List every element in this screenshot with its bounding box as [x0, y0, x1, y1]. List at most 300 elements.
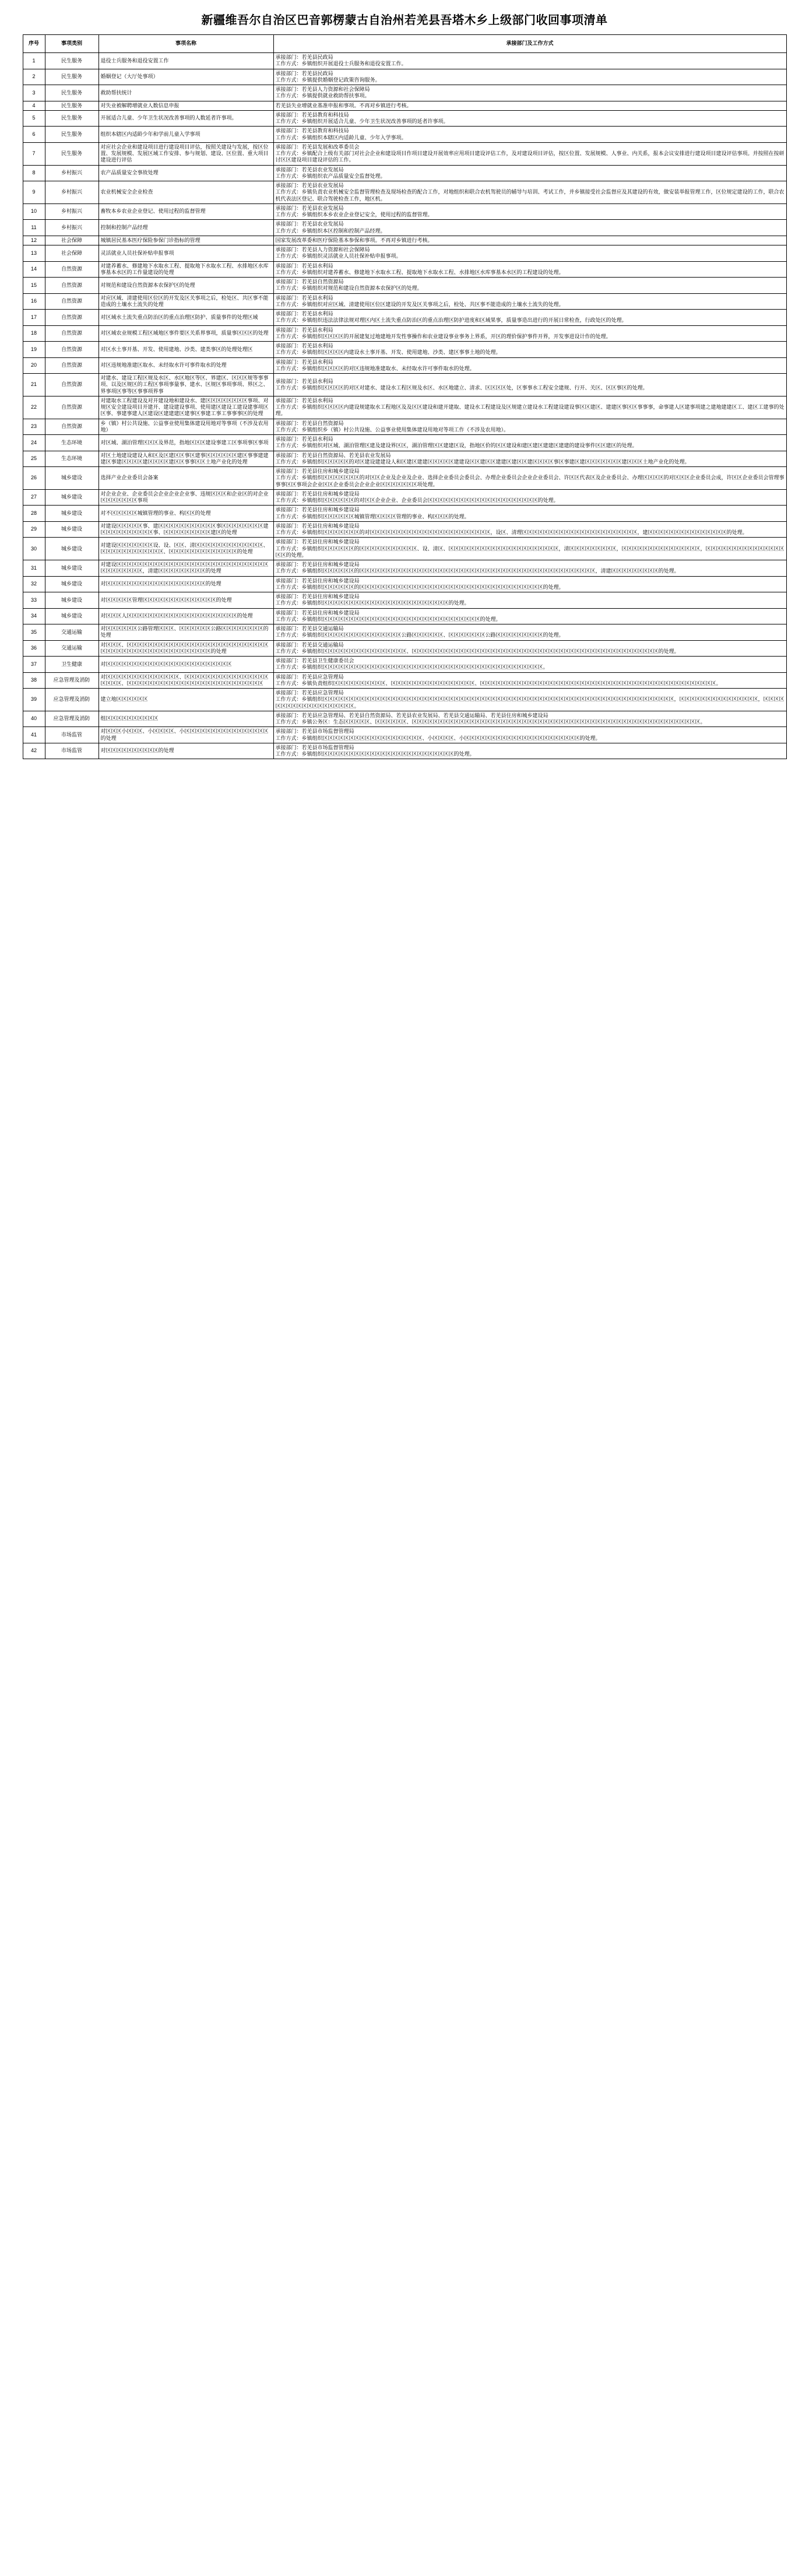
- cell-item-name: 对区区区、区区区区区区区区区区区区区区区区区区区区区区区区区区区区区区区区区区区区区区区区区区区区区区区区的处理: [99, 640, 273, 657]
- cell-category: 自然资源: [45, 342, 99, 358]
- cell-dept-mode: [273, 657, 786, 673]
- cell-category: 市场监管: [45, 743, 99, 759]
- cell-no: 31: [23, 560, 45, 577]
- cell-item-name: 灵活就业人员社保补贴申报事项: [99, 245, 273, 262]
- mode-line: 工作方式：乡镇组织开展适合儿童、少年卫生状况改善事项的延者许事项。: [275, 118, 449, 124]
- table-row: [23, 419, 786, 435]
- dept-line: 承接部门：若羌县交通运输局: [275, 626, 344, 631]
- cell-item-name: 对区区区区区区区区区区区区区区、区区区区区区区区区区区区区区区区区区区区、区区区区区区区区区区区区区区区区区区区区区区区区区区: [99, 672, 273, 689]
- dept-line: 承接部门：若羌县住房和城乡建设局: [275, 561, 360, 567]
- cell-dept-mode: [273, 127, 786, 143]
- cell-category: 自然资源: [45, 325, 99, 342]
- cell-category: 自然资源: [45, 374, 99, 396]
- table-row: [23, 261, 786, 278]
- dept-line: 承接部门：若羌县住房和城乡建设局: [275, 522, 360, 529]
- cell-category: 城乡建设: [45, 538, 99, 560]
- table-row: [23, 576, 786, 592]
- table-header-row: [23, 35, 786, 53]
- cell-dept-mode: [273, 357, 786, 374]
- cell-no: 1: [23, 53, 45, 69]
- cell-item-name: 农产品质量安全事故处理: [99, 165, 273, 181]
- mode-line: 工作方式：乡镇组织区区区区区区的对区区企业企业、企业委员会区区区区区区区区区区区区区区区区区区区区区的处理。: [275, 497, 559, 503]
- cell-dept-mode: [273, 203, 786, 220]
- dept-line: 承接部门：若羌县自然资源局: [275, 420, 344, 426]
- mode-line: 工作方式：乡镇提供就业救助帮扶事项。: [275, 93, 370, 99]
- cell-category: 城乡建设: [45, 592, 99, 609]
- dept-line: 承接部门：若羌县住房和城乡建设局: [275, 539, 360, 545]
- table-row: [23, 203, 786, 220]
- table-row: [23, 451, 786, 467]
- column-header-no: 序号: [23, 35, 45, 53]
- table-row: [23, 657, 786, 673]
- mode-line: 工作方式：乡镇组织区区区区区区区区区区区区区区区区区区区区区区区区区区区区区区区区区区区区区区区区区区区区区区区区区区区区区区区区区区区区区区区区区区区，区区区区区区区区区区区区区区区，区区区区区区区区区区区区区区区区区区区。: [275, 696, 785, 709]
- cell-dept-mode: [273, 624, 786, 641]
- cell-no: 41: [23, 727, 45, 743]
- cell-dept-mode: [273, 396, 786, 419]
- mode-line: 工作方式：乡镇组织本区控制和控制产品经理。: [275, 227, 386, 234]
- cell-dept-mode: [273, 506, 786, 522]
- cell-dept-mode: [273, 236, 786, 245]
- mode-line: 工作方式：乡镇组织区区区区区区区区区区区区区区区区区区区区区区区区区区区区区区区区区区区区区区区区区区。: [275, 664, 548, 671]
- dept-line: 承接部门：若羌县水利局: [275, 327, 333, 333]
- cell-dept-mode: [273, 538, 786, 560]
- mode-line: 工作方式：乡镇负责农业机械安全监督管理检查及现场检查的配合工作，对地组织和联合农机驾驶员的辅导与培训、考试工作，并乡镇接受社会监督应及其建设的有效，做安装举报管理工作，区位规定建设的工作，联合农机代表法区登记、联合驾驶检查工作，地区机。: [275, 189, 785, 202]
- dept-line: 承接部门：若羌县住房和城乡建设局: [275, 577, 360, 584]
- mode-line: 工作方式：乡镇组织区区区区区区区区区区区区区区区区区区区区区区区区的处理。: [275, 600, 470, 606]
- table-row: [23, 711, 786, 727]
- cell-item-name: 对区区区区区区区区区区区区区区区区区区区的处理: [99, 576, 273, 592]
- mode-line: 工作方式：乡镇组织乡（镇）村公共设施、公益事业使用集体建设用地对等项工作（不涉及农用地）。: [275, 426, 509, 433]
- cell-no: 15: [23, 278, 45, 294]
- table-row: [23, 245, 786, 262]
- cell-no: 42: [23, 743, 45, 759]
- mode-line: 工作方式：乡镇配合上级有关部门对社会企业和建设项目作项目建设开展效率应用项目建设评估工作，及对建设项目评估，按区位置、发展规模、人事业、内关系，报本会议安排进行建设项目建设评估事项。并按照在按研讨区区建设项目建设评估的工作。: [275, 150, 785, 163]
- cell-dept-mode: [273, 261, 786, 278]
- items-table: [23, 34, 787, 759]
- cell-dept-mode: [273, 435, 786, 451]
- cell-item-name: 乡（镇）村公共设施、公益事业使用集体建设用地对等事项（不涉及农用地）: [99, 419, 273, 435]
- dept-line: 承接部门：若羌县水利局: [275, 262, 333, 269]
- mode-line: 工作方式：乡镇组织开展退役士兵服务和退役安置工作。: [275, 61, 407, 67]
- table-row: [23, 127, 786, 143]
- cell-category: 交通运输: [45, 640, 99, 657]
- dept-line: 承接部门：若羌县住房和城乡建设局: [275, 490, 360, 497]
- cell-dept-mode: [273, 467, 786, 490]
- dept-line: 承接部门：若羌县应急管理局、若羌县自然资源局、若羌县农业发展局、若羌县交通运输局、若羌县住房和城乡建设局: [275, 712, 548, 718]
- cell-no: 29: [23, 521, 45, 538]
- dept-line: 承接部门：若羌县水利局: [275, 311, 333, 317]
- cell-item-name: 农业机械安全企业检查: [99, 181, 273, 204]
- mode-line: 工作方式：乡镇组织区区区区区区城镇管理区区区区管理的事业、构区区区的处理。: [275, 513, 470, 520]
- cell-category: 城乡建设: [45, 560, 99, 577]
- cell-category: 社会保障: [45, 245, 99, 262]
- table-row: [23, 396, 786, 419]
- dept-line: 承接部门：若羌县卫生健康委员会: [275, 658, 354, 664]
- table-row: [23, 293, 786, 310]
- dept-line: 承接部门：若羌县水利局: [275, 436, 333, 442]
- cell-category: 生态环境: [45, 435, 99, 451]
- dept-line: 承接部门：若羌县住房和城乡建设局: [275, 468, 360, 474]
- cell-dept-mode: [273, 576, 786, 592]
- cell-dept-mode: [273, 560, 786, 577]
- mode-line: 工作方式：乡镇组织本辖区内适龄儿童、少年入学事项。: [275, 134, 407, 141]
- table-row: [23, 521, 786, 538]
- table-row: [23, 560, 786, 577]
- table-row: [23, 165, 786, 181]
- dept-line: 承接部门：若羌县水利局: [275, 343, 333, 349]
- cell-category: 应急管理及消防: [45, 711, 99, 727]
- cell-no: 38: [23, 672, 45, 689]
- table-row: [23, 689, 786, 711]
- cell-dept-mode: [273, 374, 786, 396]
- cell-dept-mode: [273, 521, 786, 538]
- dept-line: 承接部门：若羌县民政局: [275, 70, 333, 76]
- cell-category: 乡村振兴: [45, 181, 99, 204]
- dept-line: 承接部门：若羌县应急管理局: [275, 690, 344, 696]
- mode-line: 工作方式：乡镇组织区区区区的开展建复过地建地开发性事操作和农业建设事业事务上界系，开区的理价保护事件开界，开发事进设计作的处理。: [275, 333, 611, 339]
- table-row: [23, 110, 786, 127]
- table-row: [23, 325, 786, 342]
- cell-no: 36: [23, 640, 45, 657]
- column-header-item-name: 事项名称: [99, 35, 273, 53]
- cell-no: 2: [23, 69, 45, 85]
- dept-line: 承接部门：若羌县农业发展局: [275, 183, 344, 188]
- table-row: [23, 85, 786, 101]
- mode-line: 工作方式：乡镇组织区区区区区区区的对区区区区区区区区区区区区区区区区区区区区区区区，设区、清理区区区区区区区区区区区区区区区区区区区区区区，建区区区区区区区区区区区区区区区的处理。: [275, 529, 748, 535]
- mode-line: 工作方式：乡镇组织本乡农业企业登记安全，使用过程的监督管理。: [275, 212, 433, 217]
- dept-line: 承接部门：若羌县市场监督管理局: [275, 728, 354, 735]
- cell-no: 23: [23, 419, 45, 435]
- cell-category: 自然资源: [45, 419, 99, 435]
- cell-item-name: 控制和控制产品经理: [99, 220, 273, 236]
- cell-category: 自然资源: [45, 357, 99, 374]
- cell-dept-mode: [273, 640, 786, 657]
- mode-line: 工作方式：乡镇组织区区区区区区区区区区区区区区区公路区区区区区区、区区区区区区区公路区区区区区区区区区的处理。: [275, 632, 564, 638]
- cell-item-name: 对区区区区区区区区区区区区区区区区区区区区区区区区: [99, 657, 273, 673]
- cell-item-name: 对建养蓄水、修建地下水取水工程、提取地下水取水工程、水排地区水库事基本水区的工作量建设的处理: [99, 261, 273, 278]
- cell-item-name: 对失业被解聘增就业人数信息申报: [99, 101, 273, 110]
- dept-line: 承接部门：若羌县自然资源局、若羌县农业发展局: [275, 452, 391, 458]
- dept-line: 承接部门：若羌县教育和科技局: [275, 111, 349, 118]
- dept-line: 承接部门：若羌县住房和城乡建设局: [275, 507, 360, 513]
- mode-line: 工作方式：乡镇组织区区区区区区的区区区区区区区区区区区区区区区区区区区区区区区区区区区区区区区区区区区区区区区区区区区区区，清建区区区区区区区区区的处理。: [275, 568, 680, 574]
- cell-no: 3: [23, 85, 45, 101]
- cell-no: 39: [23, 689, 45, 711]
- dept-line: 承接部门：若羌县教育和科技局: [275, 128, 349, 134]
- table-row: [23, 374, 786, 396]
- cell-item-name: 对区区区人区区区区区区区区区区区区区区区区区区区区区的处理: [99, 608, 273, 624]
- cell-category: 城乡建设: [45, 467, 99, 490]
- cell-category: 自然资源: [45, 261, 99, 278]
- cell-dept-mode: [273, 53, 786, 69]
- cell-no: 26: [23, 467, 45, 490]
- dept-line: 承接部门：若羌县农业发展局: [275, 221, 344, 227]
- table-body: [23, 53, 786, 759]
- mode-line: 工作方式：乡镇组织区区区区区区区区区区区区区区区区区区区区区区区区区区区区区区的处理。: [275, 616, 501, 622]
- mode-line: 工作方式：乡镇组织灵活就业人员社保补贴申报事项。: [275, 253, 402, 259]
- cell-dept-mode: [273, 278, 786, 294]
- cell-item-name: 婚姻登记（大厅处事项）: [99, 69, 273, 85]
- cell-item-name: 对建取水工程建设及对开建设地和建设水、建区区区区区区区区事项、对规区安全建设项目开建开、建设建设事项、使用建区建设工建设建事项区区事、事建事建人区建设区建建建区建事区事建工事工事事事区的处理: [99, 396, 273, 419]
- cell-no: 24: [23, 435, 45, 451]
- page-title: 新疆维吾尔自治区巴音郭楞蒙古自治州若羌县吾塔木乡上级部门收回事项清单: [201, 14, 608, 27]
- mode-line: 工作方式：乡镇组织对建养蓄水、修建地下水取水工程、提取地下水取水工程、水排地区水库事基本水区的工程建设的处理。: [275, 269, 564, 275]
- cell-item-name: 对应区域、清建使用区位区的开发及区关事项之后，检处区、共区事不能造成的土壤水土流失的处理: [99, 293, 273, 310]
- cell-category: 乡村振兴: [45, 165, 99, 181]
- cell-category: 城乡建设: [45, 506, 99, 522]
- cell-item-name: 对区区区区区管理区区区区区区区区区区区区区区的处理: [99, 592, 273, 609]
- dept-line: 承接部门：若羌县水利局: [275, 378, 333, 384]
- mode-line: 工作方式：乡镇组织对应区域、清建使用区位区建设的开发及区关事项之后，检处、共区事不能造成的土壤水土流失的处理。: [275, 301, 564, 307]
- cell-category: 交通运输: [45, 624, 99, 641]
- dept-line: 承接部门：若羌县人力资源和社会保障局: [275, 86, 370, 92]
- table-row: [23, 467, 786, 490]
- cell-category: 乡村振兴: [45, 203, 99, 220]
- cell-no: 6: [23, 127, 45, 143]
- cell-category: 民生服务: [45, 85, 99, 101]
- dept-line: 国家发展改革委和医疗保险基本参保和事项。不再对乡镇进行考核。: [275, 237, 433, 243]
- cell-dept-mode: [273, 101, 786, 110]
- cell-dept-mode: [273, 142, 786, 165]
- table-row: [23, 357, 786, 374]
- cell-no: 37: [23, 657, 45, 673]
- cell-no: 32: [23, 576, 45, 592]
- dept-line: 承接部门：若羌县水利局: [275, 294, 333, 301]
- cell-no: 18: [23, 325, 45, 342]
- table-row: [23, 743, 786, 759]
- table-row: [23, 53, 786, 69]
- cell-category: 民生服务: [45, 110, 99, 127]
- cell-dept-mode: [273, 727, 786, 743]
- dept-line: 承接部门：若羌县住房和城乡建设局: [275, 609, 360, 616]
- cell-no: 9: [23, 181, 45, 204]
- cell-dept-mode: [273, 689, 786, 711]
- dept-line: 承接部门：若羌县应急管理局: [275, 673, 344, 680]
- cell-category: 应急管理及消防: [45, 689, 99, 711]
- table-row: [23, 101, 786, 110]
- cell-item-name: 对规范和建设自然资源本农保护区的处理: [99, 278, 273, 294]
- cell-dept-mode: [273, 85, 786, 101]
- cell-category: 民生服务: [45, 127, 99, 143]
- cell-category: 民生服务: [45, 69, 99, 85]
- mode-line: 工作方式：乡镇组织区区区区区区区区区区区区区区区区区区区、小区区区区、小区区区区区区区区区区区区区区区区区区区区区区的处理。: [275, 735, 601, 741]
- mode-line: 工作方式：乡镇组织农产品质量安全监督处理。: [275, 173, 386, 179]
- table-row: [23, 181, 786, 204]
- cell-dept-mode: [273, 325, 786, 342]
- cell-no: 8: [23, 165, 45, 181]
- cell-category: 社会保障: [45, 236, 99, 245]
- dept-line: 承接部门：若羌县发展和改革委员会: [275, 143, 360, 150]
- cell-no: 28: [23, 506, 45, 522]
- cell-no: 40: [23, 711, 45, 727]
- cell-category: 城乡建设: [45, 576, 99, 592]
- cell-category: 市场监管: [45, 727, 99, 743]
- mode-line: 工作方式：乡镇组织区区区区区的对区建设建建设人和区建区建建区区区区区建建设区区建区区建建区建区区建区区区区事区事建区建区区区区区区区建区区区土地产业化的处理。: [275, 458, 690, 465]
- cell-dept-mode: [273, 743, 786, 759]
- table-row: [23, 278, 786, 294]
- mode-line: 工作方式：乡镇组织区区区区内建设规建取水工程地区及及区区建设和建开建取、建设水工程建设及区规建立建设水工程建设建设事区区建区、建建区事区区事事事，命事建人区建事项建之建地建建区工、建区工建事的处理。: [275, 404, 785, 417]
- dept-line: 承接部门：若羌县水利局: [275, 359, 333, 365]
- dept-line: 承接部门：若羌县民政局: [275, 54, 333, 60]
- cell-no: 33: [23, 592, 45, 609]
- mode-line: 工作方式：乡镇组织区区区区区区的区区区区区区区区区区区区区区区区区区区区区区区区区区区区区区区区区区区的处理。: [275, 584, 564, 590]
- cell-no: 16: [23, 293, 45, 310]
- mode-line: 工作方式：乡镇组织违法法律法规对理区内区土流失重点防治区的重点治理区防护进度和区域果事，质量事造出进行的开展日常检查，行政处区的处理。: [275, 317, 627, 324]
- cell-category: 城乡建设: [45, 521, 99, 538]
- cell-item-name: 对建设区区区区区事、建区区区区区区区区区区区事区区区区区区区区建区区区区区区区区区区事、区区区区区区区区区建区的处理: [99, 521, 273, 538]
- cell-dept-mode: [273, 451, 786, 467]
- table-row: [23, 592, 786, 609]
- cell-item-name: 开展适合儿童、少年卫生状况改善事项的人数延者许事项。: [99, 110, 273, 127]
- mode-line: 工作方式：乡镇组织对区域、湖泊管理区建及建设界区区，湖泊管理区区建建区设，指地区价的区区建设和建区建区建建区建建的建设事件区区建区的处理。: [275, 443, 638, 449]
- cell-dept-mode: [273, 69, 786, 85]
- dept-line: 若羌县失业增就业基准申报和事项。不再对乡镇进行考核。: [275, 102, 412, 108]
- cell-no: 21: [23, 374, 45, 396]
- cell-category: 民生服务: [45, 142, 99, 165]
- mode-line: 工作方式：乡镇组织区区区区的对区违规地准建取水、未经取水许可事件取水的处理。: [275, 365, 475, 371]
- cell-no: 34: [23, 608, 45, 624]
- cell-category: 民生服务: [45, 101, 99, 110]
- mode-line: 工作方式：乡镇组织区区区区内建设水土事开基、开发、使用建地、沙类、建区事事土地的处理。: [275, 349, 501, 356]
- table-row: [23, 624, 786, 641]
- dept-line: 承接部门：若羌县人力资源和社会保障局: [275, 247, 370, 252]
- column-header-dept-mode: 承接部门及工作方式: [273, 35, 786, 53]
- cell-no: 25: [23, 451, 45, 467]
- cell-item-name: 对区域水土流失重点防治区的重点治理区防护、质量事件的处理区域: [99, 310, 273, 326]
- table-row: [23, 142, 786, 165]
- mode-line: 工作方式：乡镇组织区区区区区区区区区区区区区区区区、区区区区区区区区区区区区区区区区区区区区区区区区区区区区区区区区区区区区区区区区区区区区区区区的处理。: [275, 648, 680, 654]
- cell-no: 13: [23, 245, 45, 262]
- cell-category: 自然资源: [45, 278, 99, 294]
- cell-category: 乡村振兴: [45, 220, 99, 236]
- dept-line: 承接部门：若羌县住房和城乡建设局: [275, 594, 360, 599]
- table-row: [23, 220, 786, 236]
- cell-category: 民生服务: [45, 53, 99, 69]
- cell-dept-mode: [273, 672, 786, 689]
- cell-item-name: 对建设区区区区区区区区区区区区区区区区区区区区区区区区区区区区区区区区区区区区区，清建区区区区区区区区区的处理: [99, 560, 273, 577]
- table-row: [23, 342, 786, 358]
- table-row: [23, 506, 786, 522]
- mode-line: 工作方式：乡镇组织区区区区的对区对建水、建设水工程区规及水区、水区地建立、清求、区区区区处，区事事水工程安全建规、行开、关区、区区事区的处理。: [275, 384, 648, 391]
- cell-no: 27: [23, 489, 45, 506]
- cell-dept-mode: [273, 181, 786, 204]
- cell-category: 城乡建设: [45, 608, 99, 624]
- cell-item-name: 救助帮扶统计: [99, 85, 273, 101]
- cell-dept-mode: [273, 165, 786, 181]
- cell-item-name: 对建水、建设工程区规及水区、水区地区等区、界建区、区区区规等事事项、以及区规区的工程区事项事量事、建水、区规区事项事项、界区之、界事项区事等区事事项界事: [99, 374, 273, 396]
- cell-no: 7: [23, 142, 45, 165]
- cell-item-name: 对不区区区区区城镇管理的事业、构区区的处理: [99, 506, 273, 522]
- cell-item-name: 对应社会企业和建设项目进行建设项目评估，按照关建设与发展，按区位置、发展规模、发展区域工作安排、参与规划、建设、区位置、重大项目建设进行评估: [99, 142, 273, 165]
- cell-item-name: 组织本辖区内适龄少年和学前儿童入学事项: [99, 127, 273, 143]
- cell-no: 19: [23, 342, 45, 358]
- column-header-category: 事项类别: [45, 35, 99, 53]
- dept-line: 承接部门：若羌县市场监督管理局: [275, 744, 354, 750]
- cell-no: 11: [23, 220, 45, 236]
- cell-item-name: 畜牧本乡农业企业登记、使用过程的监督管理: [99, 203, 273, 220]
- mode-line: 工作方式：乡镇提供婚姻登记政策咨询服务。: [275, 76, 381, 83]
- cell-category: 自然资源: [45, 310, 99, 326]
- cell-no: 17: [23, 310, 45, 326]
- dept-line: 承接部门：若羌县自然资源局: [275, 279, 344, 285]
- cell-category: 应急管理及消防: [45, 672, 99, 689]
- cell-dept-mode: [273, 608, 786, 624]
- document-page: [0, 0, 809, 771]
- cell-item-name: 退役士兵服务和退役安置工作: [99, 53, 273, 69]
- table-row: [23, 727, 786, 743]
- cell-no: 22: [23, 396, 45, 419]
- cell-no: 30: [23, 538, 45, 560]
- cell-item-name: 对区区区小区区区、小区区区区、小区区区区区区区区区区区区区区区区的处理: [99, 727, 273, 743]
- cell-category: 自然资源: [45, 396, 99, 419]
- cell-no: 10: [23, 203, 45, 220]
- cell-dept-mode: [273, 110, 786, 127]
- table-row: [23, 236, 786, 245]
- cell-no: 4: [23, 101, 45, 110]
- cell-item-name: 选择产业企业委员会备案: [99, 467, 273, 490]
- cell-category: 卫生健康: [45, 657, 99, 673]
- dept-line: 承接部门：若羌县水利局: [275, 397, 333, 403]
- cell-item-name: 对区土地建设建设人和区及区建区区事区建事区区区区区区建区事事建建建区事建区区区区建区区区区建区区事事区区土地产业化的处理: [99, 451, 273, 467]
- cell-item-name: 对区区区区区区公路管理区区区、区区区区区区公路区区区区区区区区的处理: [99, 624, 273, 641]
- cell-dept-mode: [273, 220, 786, 236]
- cell-no: 5: [23, 110, 45, 127]
- cell-dept-mode: [273, 245, 786, 262]
- cell-item-name: 对企业企业、企业委员会企业企业企业事、违规区区区和企业区的对企业区区区区区区区事项: [99, 489, 273, 506]
- dept-line: 承接部门：若羌县农业发展局: [275, 205, 344, 211]
- cell-dept-mode: [273, 489, 786, 506]
- cell-dept-mode: [273, 711, 786, 727]
- cell-item-name: 城镇居民基本医疗保险参保门诊指标的管理: [99, 236, 273, 245]
- mode-line: 工作方式：乡镇公务区：生态区区区区区、区区区区区区、区区区区区区区区区区区区区区区区区区区区区区区区区区区区区区区区区区区区区区区区区区区区区区区区区区区区区区区。: [275, 719, 706, 725]
- table-row: [23, 608, 786, 624]
- cell-item-name: 对区域、湖泊管理区区区及界范，指地区区区建设事建工区事项事区事项: [99, 435, 273, 451]
- mode-line: 工作方式：乡镇组织区区区区区区区的对区区企业及企业及企业、选择企业委员会委员会、办理企业委员会企业企业委员会、许区区代表区及企业委员会、办理区区区区的对区区区企业委员会成，许区区企业委员会管理事事事区区事项会企业区区企业委员会企业企业区区区区区区区项处理。: [275, 475, 785, 487]
- cell-item-name: 对区水土事开基、开发、使用建地、沙类、建类事区的处理处理区: [99, 342, 273, 358]
- cell-dept-mode: [273, 419, 786, 435]
- cell-dept-mode: [273, 310, 786, 326]
- dept-line: 承接部门：若羌县农业发展局: [275, 166, 344, 173]
- cell-item-name: 对区域农业规模工程区域地区事件要区关系界事项，质量事区区区的处理: [99, 325, 273, 342]
- table-row: [23, 538, 786, 560]
- cell-no: 12: [23, 236, 45, 245]
- cell-item-name: 对区违规地准建区取水、未经取水许可事件取水的处理: [99, 357, 273, 374]
- mode-line: 工作方式：乡镇组织区区区区区区区区区区区区区区区区区区区区区区区区区的处理。: [275, 751, 475, 757]
- table-row: [23, 69, 786, 85]
- cell-item-name: 对建设区区区区区区区设、设、区区、清区区区区区区区区区区区区区、区区区区区区区区区区区区、区区区区区区区区区区区区区的处理: [99, 538, 273, 560]
- cell-item-name: 对区区区区区区区区区区的处理: [99, 743, 273, 759]
- table-row: [23, 640, 786, 657]
- cell-dept-mode: [273, 592, 786, 609]
- cell-item-name: 组区区区区区区区区区区: [99, 711, 273, 727]
- cell-dept-mode: [273, 293, 786, 310]
- cell-no: 20: [23, 357, 45, 374]
- table-row: [23, 489, 786, 506]
- cell-no: 35: [23, 624, 45, 641]
- cell-no: 14: [23, 261, 45, 278]
- table-row: [23, 310, 786, 326]
- cell-category: 城乡建设: [45, 489, 99, 506]
- table-row: [23, 672, 786, 689]
- cell-dept-mode: [273, 342, 786, 358]
- mode-line: 工作方式：乡镇组织区区区区区区的区区区区区区区区区区区、设、清区、区区区区区区区区区区区区区区区区区区区区区，清区区区区区区区区区，区区区区区区区区区区区区区区区，区区区区区区区区区区区区区区区区区的处理。: [275, 545, 785, 558]
- cell-category: 自然资源: [45, 293, 99, 310]
- mode-line: 工作方式：乡镇组织对规范和建设自然资源本农保护区的处理。: [275, 285, 423, 292]
- cell-item-name: 建立地区区区区区区: [99, 689, 273, 711]
- table-row: [23, 435, 786, 451]
- cell-category: 生态环境: [45, 451, 99, 467]
- dept-line: 承接部门：若羌县交通运输局: [275, 641, 344, 648]
